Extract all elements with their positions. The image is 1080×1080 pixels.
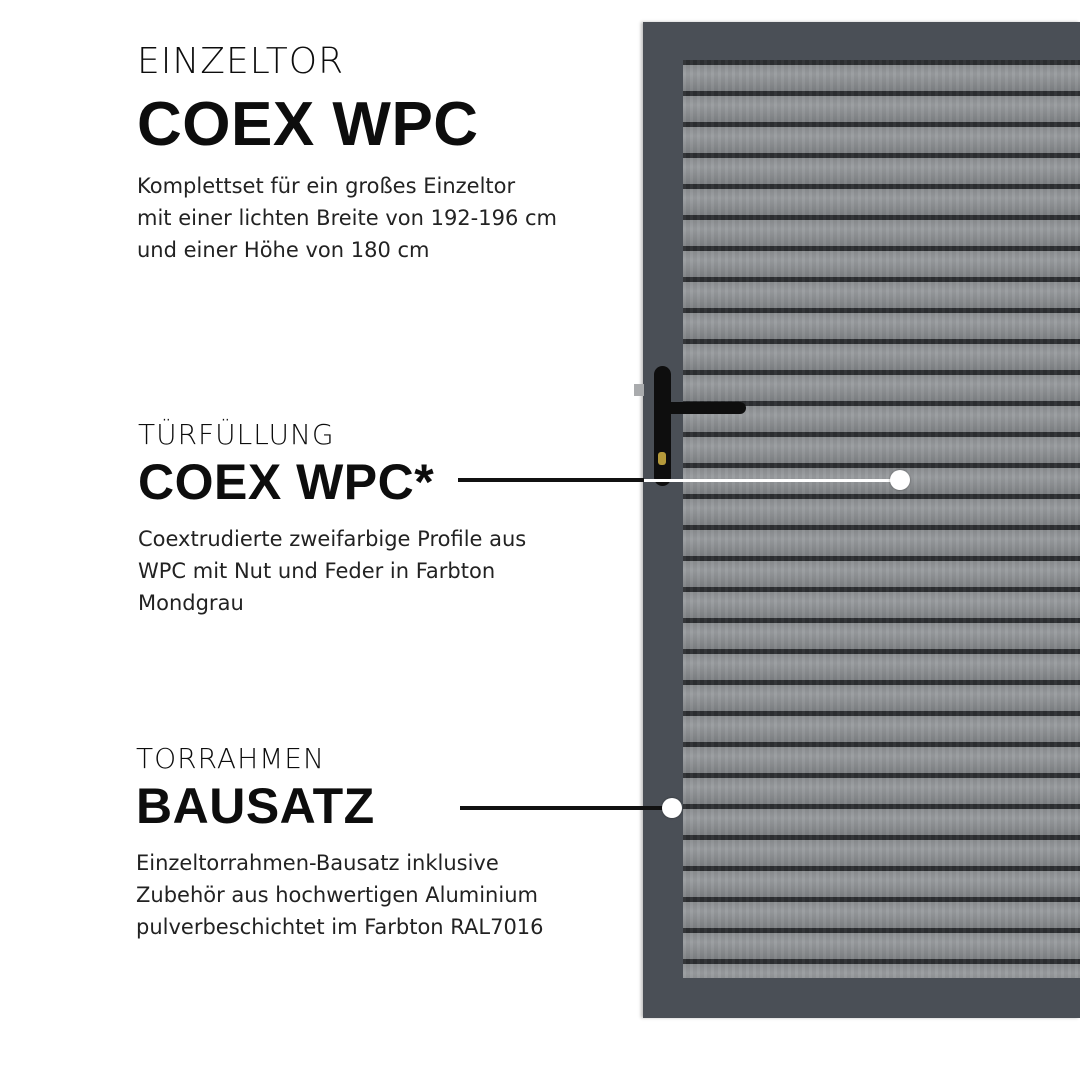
latch-bolt (634, 384, 644, 396)
section-description: Coextrudierte zweifarbige Profile aus WPC mit Nut und Feder in Farbton Mondgrau (138, 527, 527, 615)
section-overline: TÜRFÜLLUNG (138, 418, 335, 451)
callout-line-infill-inner (644, 479, 900, 482)
callout-line-infill (458, 478, 644, 482)
callout-dot-icon (890, 470, 910, 490)
gate-infill-panels (683, 60, 1080, 978)
door-handle-icon (654, 366, 671, 486)
section-einzeltor (137, 41, 557, 266)
callout-line-frame (460, 806, 672, 810)
section-torrahmen (136, 742, 544, 943)
section-description: Einzeltorrahmen-Bausatz inklusive Zubehör aus hochwertigen Aluminium pulverbeschichtet im Farbton RAL7016 (136, 851, 544, 939)
door-handle-lever (655, 402, 746, 414)
section-description: Komplettset für ein großes Einzeltor mit einer lichten Breite von 192-196 cm und einer Höhe von 180 cm (137, 174, 557, 262)
section-overline: TORRAHMEN (136, 742, 325, 775)
section-headline: COEX WPC* (138, 454, 435, 510)
lock-cylinder-icon (658, 452, 666, 465)
callout-dot-icon (662, 798, 682, 818)
section-overline: EINZELTOR (137, 41, 345, 82)
section-headline: COEX WPC (137, 90, 479, 159)
section-headline: BAUSATZ (136, 778, 375, 834)
section-tuerfuellung (138, 418, 527, 619)
